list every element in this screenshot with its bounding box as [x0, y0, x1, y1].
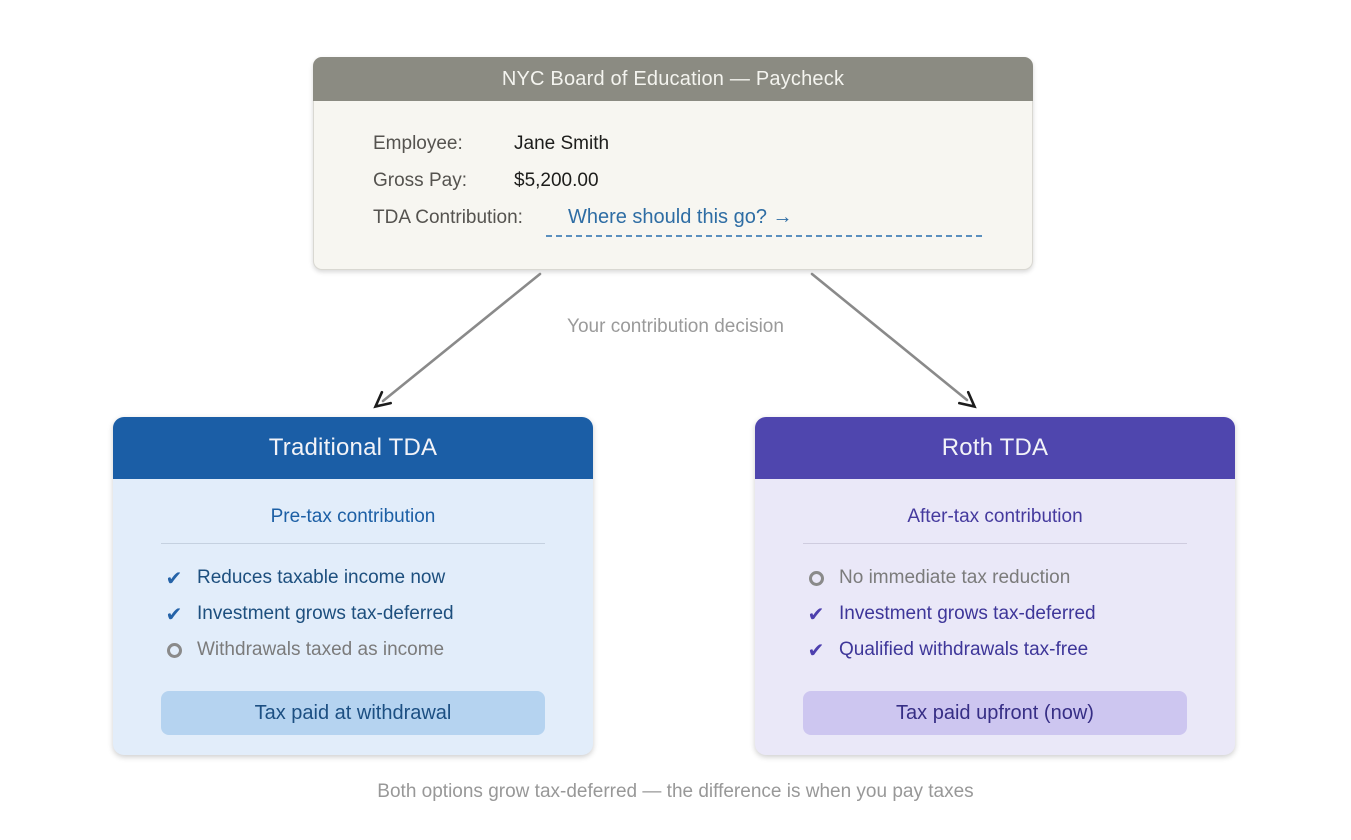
- divider: [161, 543, 545, 544]
- traditional-tda-title: Traditional TDA: [113, 417, 593, 479]
- divider: [803, 543, 1187, 544]
- decision-label: Your contribution decision: [567, 316, 784, 337]
- gross-pay-value: $5,200.00: [514, 170, 599, 191]
- employee-label: Employee:: [373, 133, 463, 154]
- gross-pay-row: [373, 169, 1009, 192]
- check-icon: [803, 602, 829, 627]
- list-item: [803, 632, 1187, 668]
- roth-feature-list: [803, 560, 1187, 668]
- list-item-label: Investment grows tax-deferred: [197, 603, 454, 624]
- check-icon: [161, 602, 187, 627]
- traditional-feature-list: [161, 560, 545, 668]
- tda-destination-link[interactable]: Where should this go? →: [546, 206, 982, 237]
- check-icon: [161, 566, 187, 591]
- list-item: [161, 632, 545, 668]
- tda-contribution-row: [373, 206, 1009, 237]
- list-item: [161, 560, 545, 596]
- check-icon: [803, 638, 829, 663]
- list-item: [803, 596, 1187, 632]
- list-item-label: Qualified withdrawals tax-free: [839, 639, 1089, 660]
- traditional-subtitle: Pre-tax contribution: [270, 506, 436, 527]
- list-item: [161, 596, 545, 632]
- list-item-label: Investment grows tax-deferred: [839, 603, 1096, 624]
- list-item-label: Withdrawals taxed as income: [197, 639, 445, 660]
- paycheck-card-title: NYC Board of Education — Paycheck: [313, 57, 1033, 101]
- circle-icon: [161, 643, 187, 658]
- list-item-label: Reduces taxable income now: [197, 567, 446, 588]
- right-arrow: [812, 274, 975, 407]
- traditional-badge: Tax paid at withdrawal: [161, 691, 545, 735]
- traditional-tda-card: [113, 417, 593, 755]
- roth-subtitle: After-tax contribution: [907, 506, 1083, 527]
- gross-pay-label: Gross Pay:: [373, 170, 467, 191]
- traditional-tda-body: [113, 479, 593, 756]
- circle-icon: [803, 571, 829, 586]
- roth-tda-card: [755, 417, 1235, 755]
- list-item: [803, 560, 1187, 596]
- roth-tda-body: [755, 479, 1235, 756]
- footer-caption: Both options grow tax-deferred — the difference is when you pay taxes: [377, 781, 974, 802]
- list-item-label: No immediate tax reduction: [839, 567, 1071, 588]
- paycheck-card-body: [314, 101, 1032, 237]
- left-arrow: [376, 274, 541, 407]
- roth-badge: Tax paid upfront (now): [803, 691, 1187, 735]
- paycheck-card: [313, 57, 1033, 270]
- tda-contribution-label: TDA Contribution:: [373, 207, 523, 228]
- roth-tda-title: Roth TDA: [755, 417, 1235, 479]
- employee-value: Jane Smith: [514, 133, 610, 154]
- employee-row: [373, 132, 1009, 155]
